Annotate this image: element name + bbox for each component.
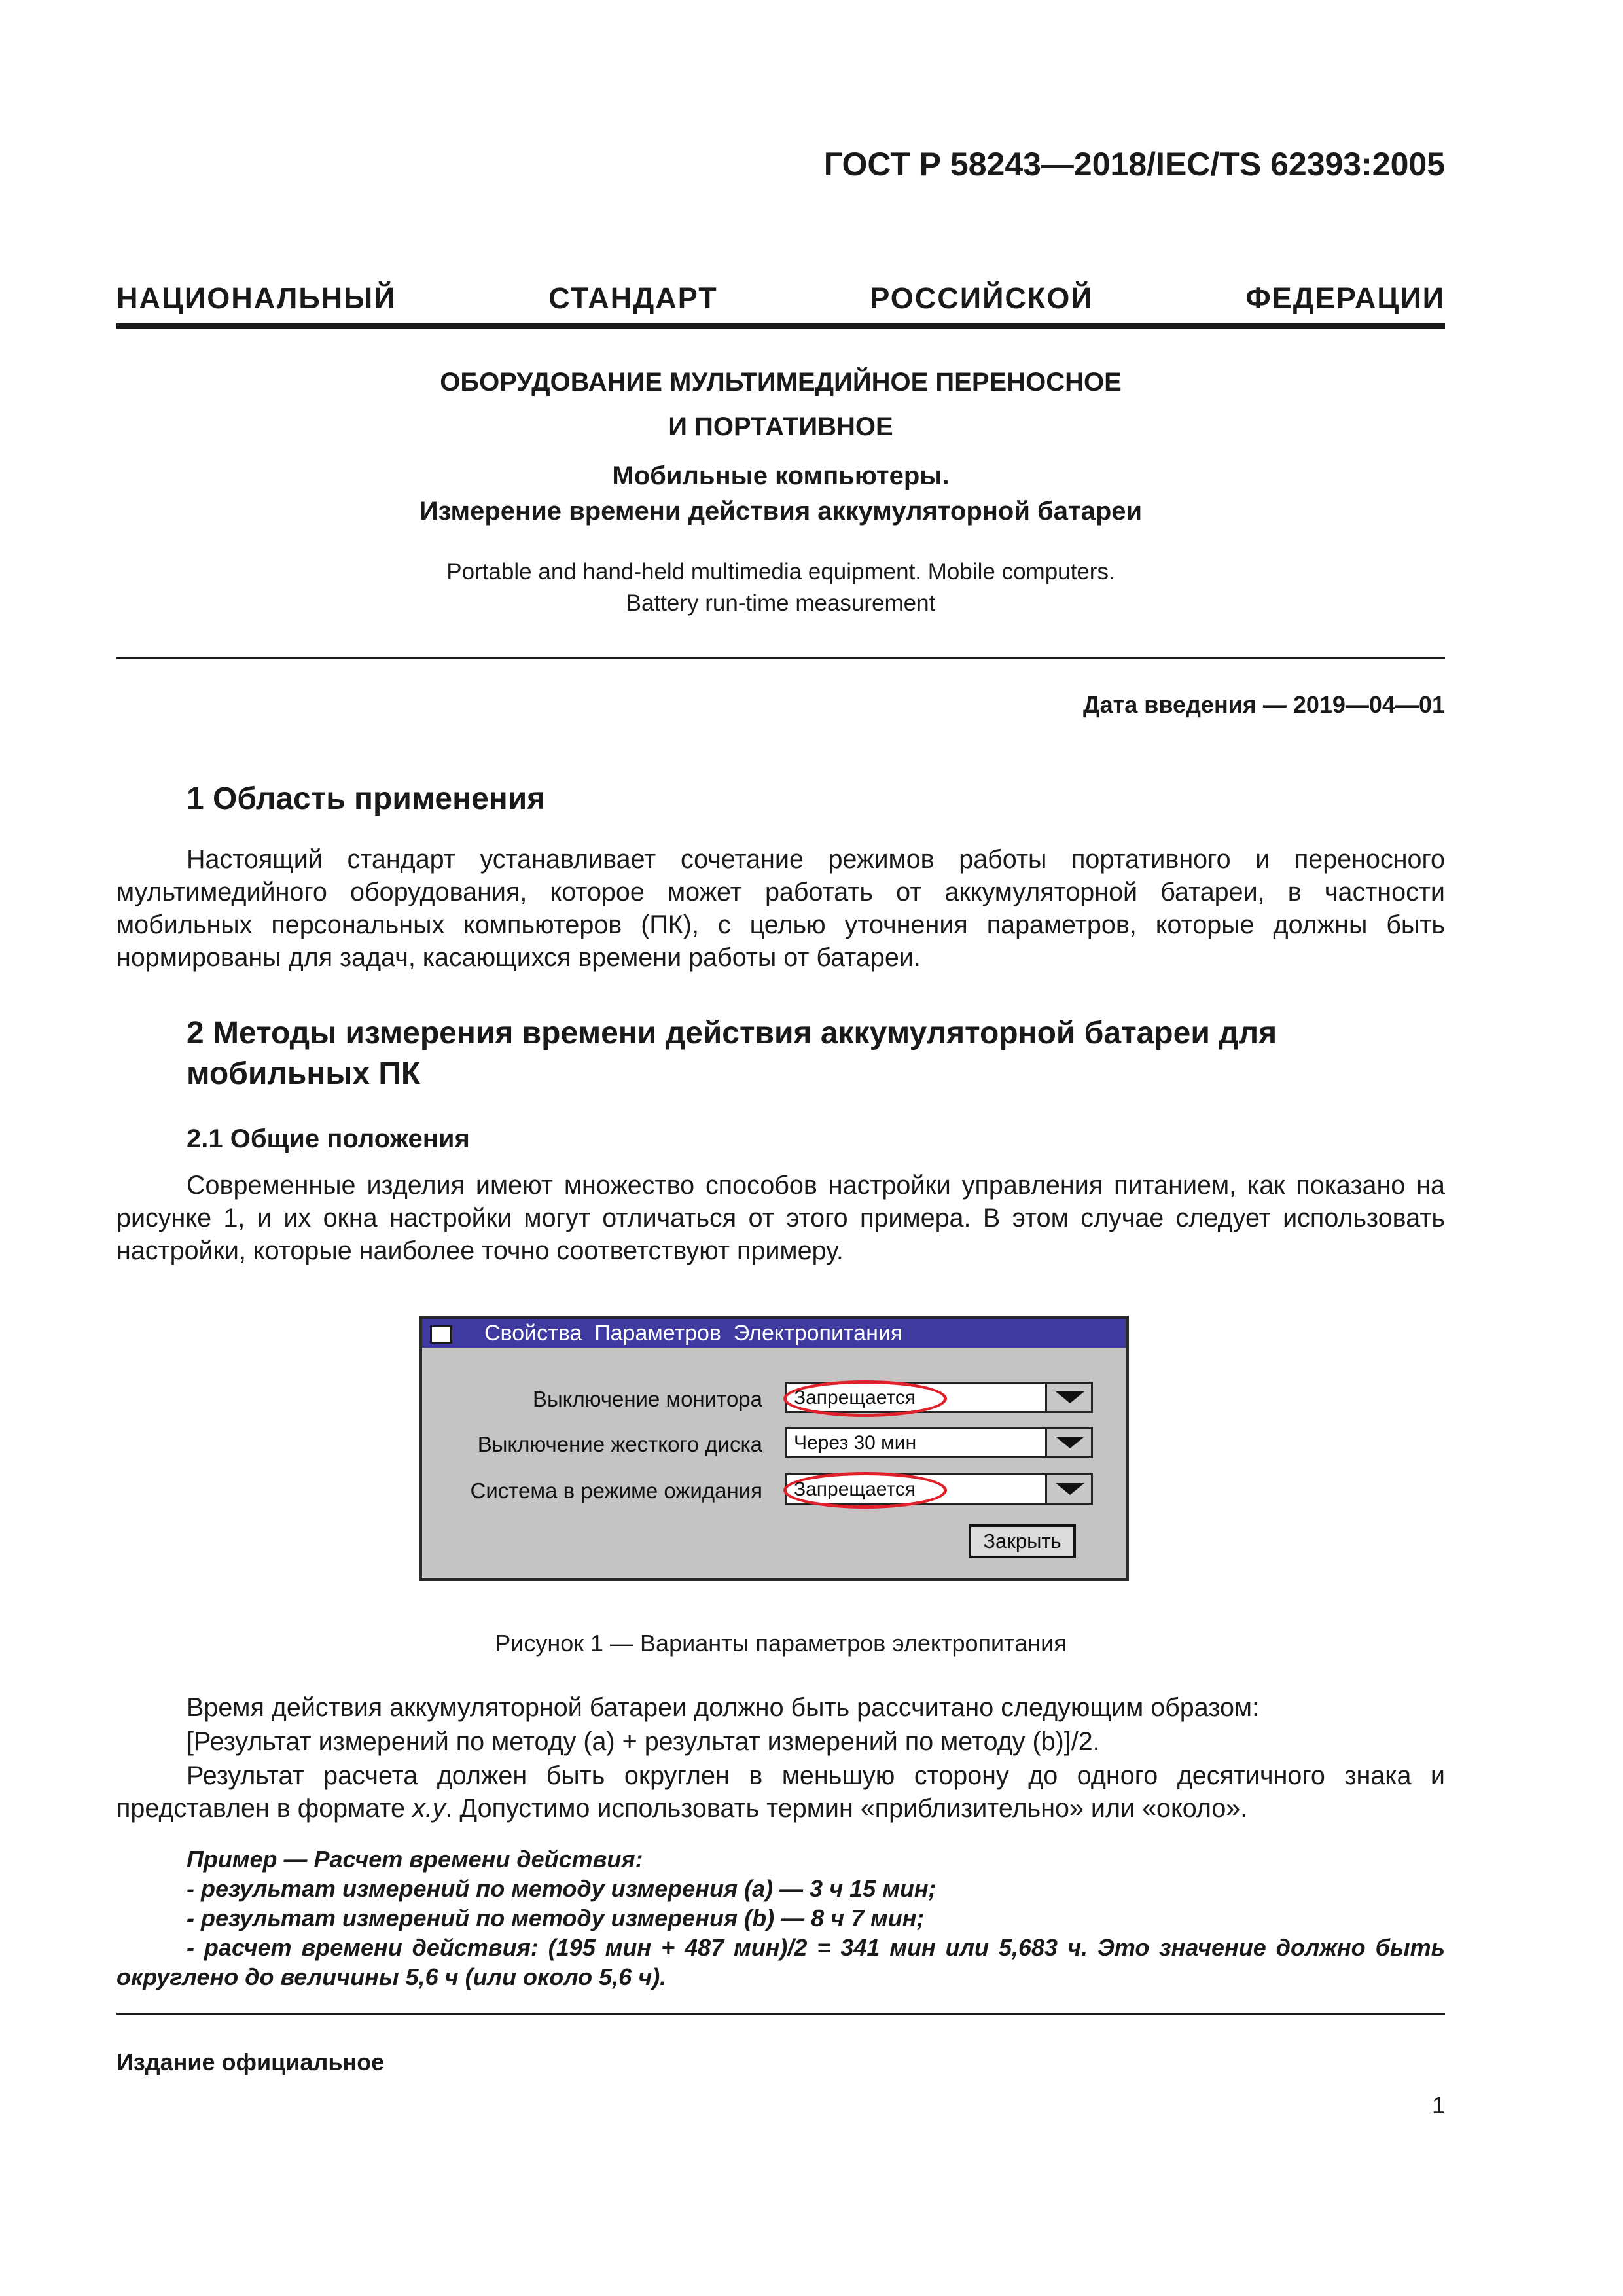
standby-select[interactable] — [785, 1473, 1093, 1505]
window-title: Свойства Параметров Электропитания — [484, 1321, 903, 1346]
section-2-1-heading: 2.1 Общие положения — [187, 1124, 470, 1153]
section-1-heading: 1 Область применения — [187, 781, 546, 816]
footer-rule — [116, 2013, 1445, 2015]
monitor-off-row — [422, 1382, 1126, 1418]
disk-off-row — [422, 1427, 1126, 1463]
power-options-figure — [419, 1316, 1129, 1581]
title-line-1: ОБОРУДОВАНИЕ МУЛЬТИМЕДИЙНОЕ ПЕРЕНОСНОЕ — [440, 368, 1122, 397]
section-2-1-text: Современные изделия имеют множество способов настройки управления питанием, как показано на рисунке 1, и их окна настройки могут отличаться от этого примера. В этом случае следует использовать настройки, которые наиболее точно соответствуют примеру. — [116, 1171, 1445, 1265]
national-standard-banner: НАЦИОНАЛЬНЫЙ СТАНДАРТ РОССИЙСКОЙ ФЕДЕРАЦИИ — [116, 281, 1445, 315]
standby-label: Система в режиме ожидания — [470, 1479, 762, 1503]
english-title — [116, 556, 1445, 619]
example-heading: Пример — Расчет времени действия: — [187, 1846, 643, 1873]
introduction-date: Дата введения — 2019—04—01 — [1082, 691, 1445, 718]
monitor-off-label: Выключение монитора — [532, 1387, 762, 1411]
example-line-2: - результат измерений по методу измерения (b) — 8 ч 7 мин; — [187, 1905, 925, 1931]
rounding-paragraph — [116, 1759, 1445, 1825]
dropdown-arrow-icon[interactable] — [1045, 1429, 1091, 1456]
section-1-paragraph — [116, 843, 1445, 974]
title-rule — [116, 657, 1445, 659]
english-title-line-2: Battery run-time measurement — [626, 590, 936, 616]
section-1-text: Настоящий стандарт устанавливает сочетание режимов работы портативного и переносного мультимедийного оборудования, которое может работать от аккумуляторной батареи, в частности мобильных персональных компьютеров (ПК), с целью уточнения параметров, которые должны быть нормированы для задач, касающихся времени работы от батареи. — [116, 845, 1445, 972]
section-2-1-paragraph — [116, 1169, 1445, 1267]
official-edition-label: Издание официальное — [116, 2049, 385, 2075]
standby-row — [422, 1473, 1126, 1510]
rounding-text-end: . Допустимо использовать термин «приблизительно» или «около». — [445, 1794, 1248, 1823]
figure-caption: Рисунок 1 — Варианты параметров электропитания — [495, 1630, 1067, 1657]
header-rule — [116, 323, 1445, 329]
close-button[interactable]: Закрыть — [969, 1524, 1076, 1558]
example-line-3-text: - расчет времени действия: (195 мин + 487 мин)/2 = 341 мин или 5,683 ч. Это значение должно быть округлено до величины 5,6 ч (или около 5,6 ч). — [116, 1934, 1445, 1990]
calculation-paragraph — [116, 1691, 1445, 1724]
format-variable: x.y — [412, 1794, 446, 1823]
window-menu-icon[interactable] — [430, 1325, 452, 1344]
rounding-text-start: Результат расчета должен быть округлен в меньшую сторону до одного десятичного знака и представлен в формате — [116, 1761, 1445, 1823]
example-line-1: - результат измерений по методу измерения (a) — 3 ч 15 мин; — [187, 1875, 936, 1902]
dropdown-arrow-icon[interactable] — [1045, 1475, 1091, 1503]
disk-off-select[interactable] — [785, 1427, 1093, 1458]
standard-title — [116, 360, 1445, 449]
monitor-off-select[interactable] — [785, 1382, 1093, 1413]
example-line-3 — [116, 1933, 1445, 1992]
formula-paragraph — [116, 1725, 1445, 1758]
document-code: ГОСТ Р 58243—2018/IEC/TS 62393:2005 — [823, 146, 1445, 183]
english-title-line-1: Portable and hand-held multimedia equipment. Mobile computers. — [446, 559, 1115, 584]
page-number: 1 — [1431, 2092, 1445, 2119]
subtitle-line-2: Измерение времени действия аккумуляторной батареи — [419, 497, 1143, 526]
calculation-text: Время действия аккумуляторной батареи должно быть рассчитано следующим образом: — [187, 1693, 1260, 1722]
title-line-2: И ПОРТАТИВНОЕ — [668, 412, 893, 441]
disk-off-value: Через 30 мин — [794, 1432, 917, 1454]
window-titlebar — [422, 1319, 1126, 1348]
section-2-heading: 2 Методы измерения времени действия аккумуляторной батареи для мобильных ПК — [187, 1016, 1277, 1091]
standby-value: Запрещается — [794, 1479, 916, 1500]
subtitle-line-1: Мобильные компьютеры. — [612, 461, 950, 490]
disk-off-label: Выключение жесткого диска — [477, 1432, 762, 1456]
monitor-off-value: Запрещается — [794, 1387, 916, 1408]
formula-text: [Результат измерений по методу (a) + результат измерений по методу (b)]/2. — [187, 1727, 1100, 1756]
dropdown-arrow-icon[interactable] — [1045, 1384, 1091, 1411]
standard-subtitle — [116, 458, 1445, 529]
